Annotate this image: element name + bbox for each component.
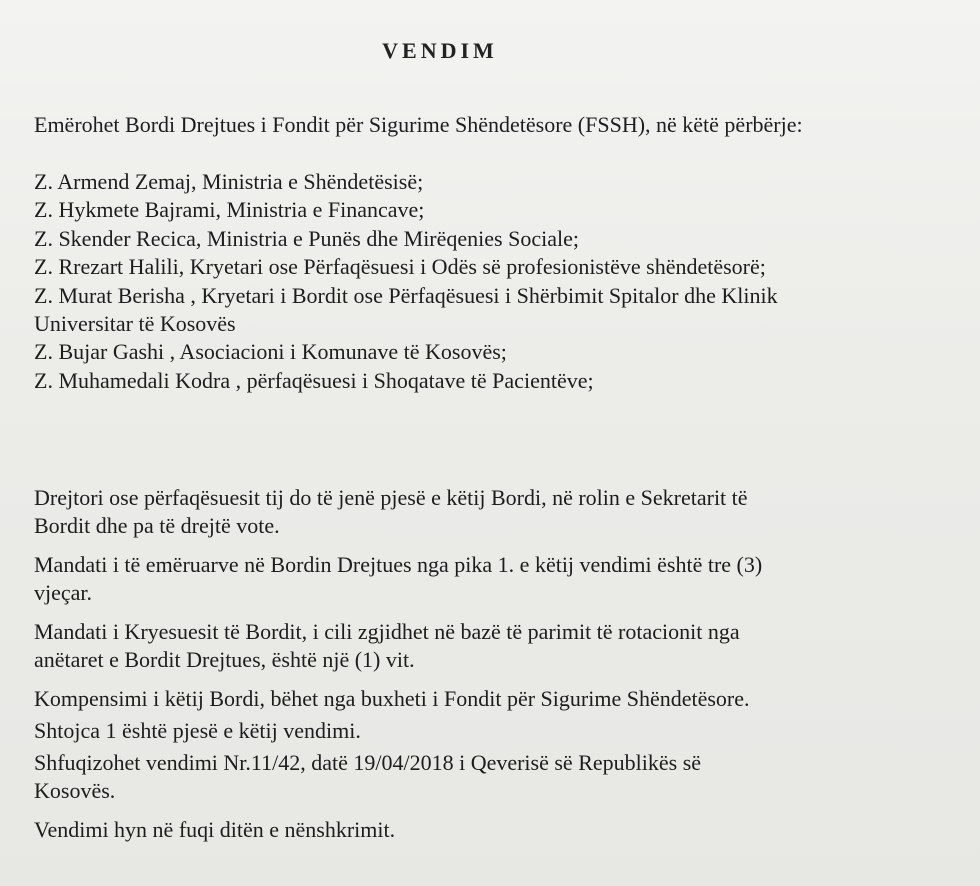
decision-paragraphs [34,484,762,855]
member-line: Universitar të Kosovës [34,311,236,337]
intro-text: Emërohet Bordi Drejtues i Fondit për Sigurime Shëndetësore (FSSH), në këtë përbërje: [34,112,803,137]
paragraph-repeal [34,749,762,805]
paragraph-line: vjeçar. [34,580,93,605]
paragraph-compensation [34,685,762,713]
paragraph-line: Shfuqizohet vendimi Nr.11/42, datë 19/04/2018 i Qeverisë së Republikës së [34,750,702,775]
member-line: Z. Skender Recica, Ministria e Punës dhe Mirëqenies Sociale; [34,225,579,251]
member-line: Z. Rrezart Halili, Kryetari ose Përfaqësuesi i Odës së profesionistëve shëndetësorë; [34,254,766,280]
paragraph-line: Kompensimi i këtij Bordi, bëhet nga buxheti i Fondit për Sigurime Shëndetësore. [34,686,750,711]
paragraph-line: Mandati i të emëruarve në Bordin Drejtues nga pika 1. e këtij vendimi është tre (3) [34,552,763,577]
paragraph-mandate [34,551,762,607]
member-line: Z. Muhamedali Kodra , përfaqësuesi i Shoqatave të Pacientëve; [34,367,594,393]
document-title: VENDIM [382,38,498,63]
paragraph-line: anëtaret e Bordit Drejtues, është një (1) vit. [34,647,415,672]
paragraph-line: Vendimi hyn në fuqi ditën e nënshkrimit. [34,817,396,842]
paragraph-line: Drejtori ose përfaqësuesit tij do të jenë pjesë e këtij Bordi, në rolin e Sekretarit të [34,485,748,510]
paragraph-line: Kosovës. [34,778,116,803]
paragraph-effect [34,816,762,844]
paragraph-line: Mandati i Kryesuesit të Bordit, i cili zgjidhet në bazë të parimit të rotacionit nga [34,619,740,644]
member-line: Z. Bujar Gashi , Asociacioni i Komunave të Kosovës; [34,339,507,365]
paragraph-chair-mandate [34,618,762,674]
paragraph-secretary [34,484,762,540]
member-line: Z. Hykmete Bajrami, Ministria e Financave; [34,197,425,223]
member-line: Z. Armend Zemaj, Ministria e Shëndetësisë; [34,169,424,194]
paragraph-annex [34,717,762,745]
member-line: Z. Murat Berisha , Kryetari i Bordit ose Përfaqësuesi i Shërbimit Spitalor dhe Klinik [34,282,778,308]
paragraph-line: Bordit dhe pa të drejtë vote. [34,513,280,538]
paragraph-line: Shtojca 1 është pjesë e këtij vendimi. [34,718,361,743]
members-list [34,168,778,395]
